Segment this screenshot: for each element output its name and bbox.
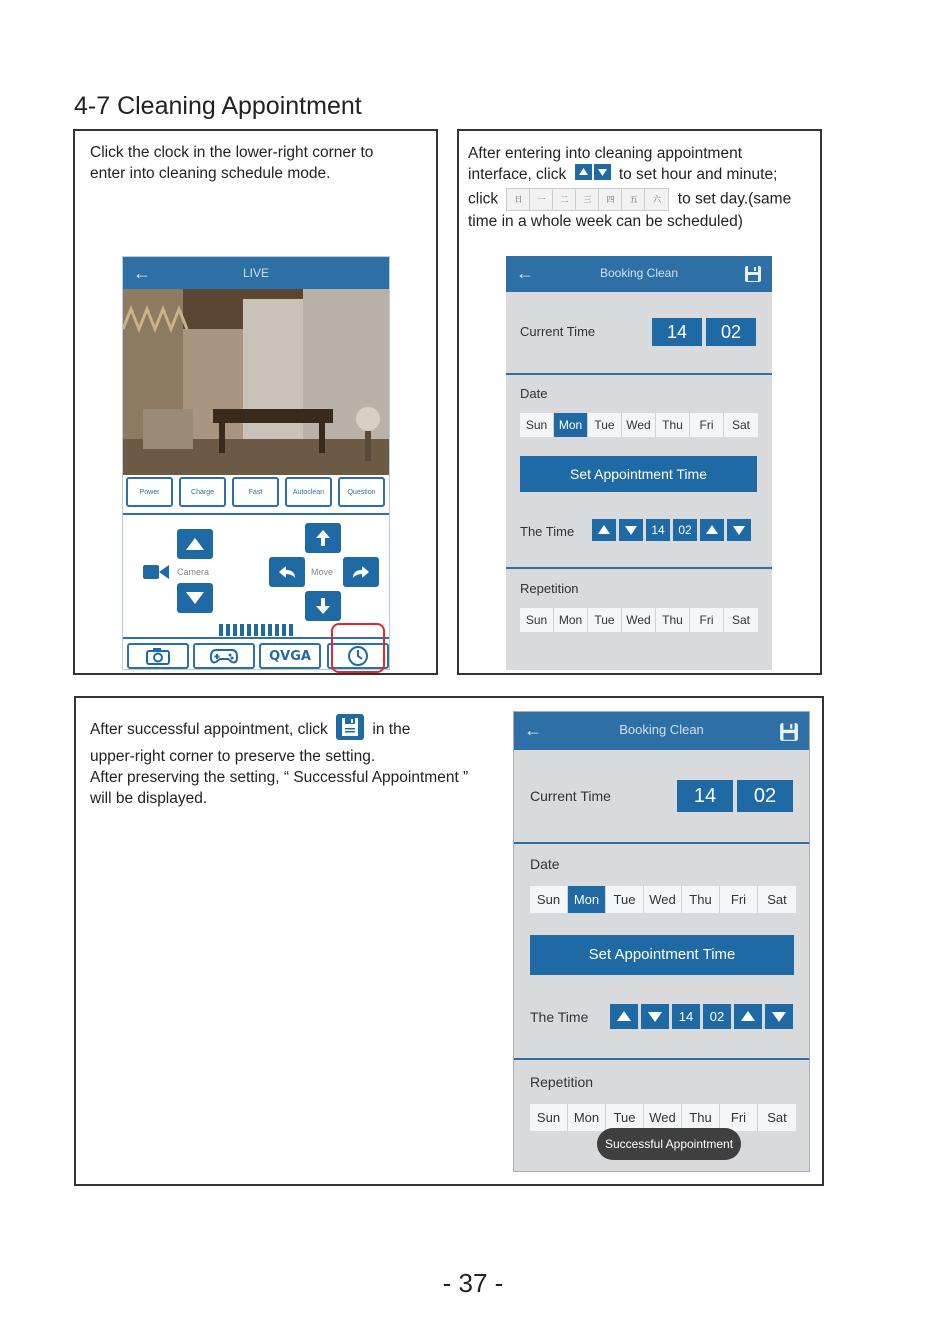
save-icon: [336, 714, 364, 746]
date-day-thu[interactable]: Thu: [682, 886, 720, 913]
date-day-fri[interactable]: Fri: [720, 886, 758, 913]
repeat-day-sat[interactable]: Sat: [758, 1104, 796, 1131]
qvga-label: QVGA: [269, 648, 311, 664]
hour-up-button[interactable]: [610, 1004, 638, 1029]
date-day-mon[interactable]: Mon: [568, 886, 606, 913]
move-right-button[interactable]: [343, 557, 379, 587]
set-minute-value: 02: [703, 1004, 731, 1029]
hour-down-button[interactable]: [619, 519, 643, 541]
camera-label: Camera: [177, 567, 210, 577]
live-screen: [122, 256, 390, 670]
page-title: 4-7 Cleaning Appointment: [74, 92, 362, 120]
back-arrow-icon[interactable]: ←: [516, 263, 534, 283]
date-day-wed[interactable]: Wed: [644, 886, 682, 913]
repeat-day-sat[interactable]: Sat: [724, 608, 758, 632]
time-picker: [592, 519, 751, 541]
camera-up-button[interactable]: [177, 529, 213, 559]
set-hour-value: 14: [646, 519, 670, 541]
repeat-day-tue[interactable]: Tue: [606, 1104, 644, 1131]
qvga-button[interactable]: [259, 643, 321, 669]
weekday-selector-icon: 日 一 二 三 四 五 六: [506, 188, 669, 211]
save-icon[interactable]: [744, 262, 762, 296]
booking-title: Booking Clean: [619, 722, 704, 737]
minute-up-button[interactable]: [700, 519, 724, 541]
current-hour: 14: [652, 318, 702, 346]
video-camera-icon: [143, 563, 169, 586]
set-appointment-time-button[interactable]: Set Appointment Time: [530, 935, 794, 975]
hour-up-button[interactable]: [592, 519, 616, 541]
repeat-day-fri[interactable]: Fri: [720, 1104, 758, 1131]
repeat-day-wed[interactable]: Wed: [622, 608, 656, 632]
set-hour-value: 14: [672, 1004, 700, 1029]
date-day-selector: [530, 886, 796, 913]
snapshot-button[interactable]: [127, 643, 189, 669]
booking-screen-large: [513, 711, 810, 1172]
current-time-label: Current Time: [520, 324, 596, 339]
date-day-selector: [520, 413, 758, 437]
date-day-thu[interactable]: Thu: [656, 413, 690, 437]
date-day-tue[interactable]: Tue: [606, 886, 644, 913]
signal-level-bars: [219, 623, 293, 641]
gamepad-icon: [210, 647, 238, 665]
date-day-mon[interactable]: Mon: [554, 413, 588, 437]
set-minute-value: 02: [673, 519, 697, 541]
mode-charge-button[interactable]: Charge: [179, 477, 226, 507]
repeat-day-thu[interactable]: Thu: [682, 1104, 720, 1131]
back-arrow-icon[interactable]: ←: [133, 263, 151, 283]
camera-icon: [146, 647, 170, 665]
date-day-wed[interactable]: Wed: [622, 413, 656, 437]
step2-text: After entering into cleaning appointment interface, click to set hour and minute; click 日 一 二 三 四 五 六 to set day.(same time in a whole week can be scheduled): [468, 145, 792, 230]
repeat-day-sun[interactable]: Sun: [530, 1104, 568, 1131]
up-down-arrows-icon: [575, 164, 611, 186]
date-day-sun[interactable]: Sun: [530, 886, 568, 913]
repetition-label: Repetition: [520, 581, 579, 596]
booking-screen-small: [506, 256, 772, 670]
booking-title: Booking Clean: [599, 266, 679, 280]
the-time-label: The Time: [530, 1009, 589, 1025]
live-title: LIVE: [242, 266, 269, 280]
date-day-sat[interactable]: Sat: [758, 886, 796, 913]
current-hour: 14: [677, 780, 733, 812]
repeat-day-wed[interactable]: Wed: [644, 1104, 682, 1131]
step1-text: Click the clock in the lower-right corner to enter into cleaning schedule mode.: [90, 144, 374, 182]
date-label: Date: [520, 386, 548, 401]
repetition-day-selector: [530, 1104, 796, 1131]
date-label: Date: [530, 856, 560, 872]
move-down-button[interactable]: [305, 591, 341, 621]
repeat-day-thu[interactable]: Thu: [656, 608, 690, 632]
repeat-day-fri[interactable]: Fri: [690, 608, 724, 632]
move-up-button[interactable]: [305, 523, 341, 553]
date-day-fri[interactable]: Fri: [690, 413, 724, 437]
the-time-label: The Time: [520, 524, 575, 539]
current-time-label: Current Time: [530, 788, 611, 804]
mode-fast-button[interactable]: Fast: [232, 477, 279, 507]
date-day-sat[interactable]: Sat: [724, 413, 758, 437]
mode-question-button[interactable]: Question: [338, 477, 385, 507]
repeat-day-tue[interactable]: Tue: [588, 608, 622, 632]
mode-buttons: [126, 477, 385, 507]
camera-feed-image: [123, 289, 389, 475]
current-minute: 02: [737, 780, 793, 812]
repeat-day-mon[interactable]: Mon: [568, 1104, 606, 1131]
minute-down-button[interactable]: [727, 519, 751, 541]
mode-autoclean-button[interactable]: Autoclean: [285, 477, 332, 507]
date-day-tue[interactable]: Tue: [588, 413, 622, 437]
live-titlebar: [123, 257, 389, 289]
repeat-day-sun[interactable]: Sun: [520, 608, 554, 632]
save-icon[interactable]: [779, 720, 799, 756]
step3-text: After successful appointment, click in the upper-right corner to preserve the setting. After preserving the setting, “ Successful Appointment ” will be displayed.: [90, 714, 510, 809]
back-arrow-icon[interactable]: ←: [524, 720, 542, 740]
gamepad-button[interactable]: [193, 643, 255, 669]
success-toast: Successful Appointment: [597, 1128, 741, 1160]
move-left-button[interactable]: [269, 557, 305, 587]
repetition-day-selector: [520, 608, 758, 632]
minute-up-button[interactable]: [734, 1004, 762, 1029]
hour-down-button[interactable]: [641, 1004, 669, 1029]
current-minute: 02: [706, 318, 756, 346]
mode-power-button[interactable]: Power: [126, 477, 173, 507]
camera-down-button[interactable]: [177, 583, 213, 613]
date-day-sun[interactable]: Sun: [520, 413, 554, 437]
time-picker: [610, 1004, 793, 1029]
set-appointment-time-button[interactable]: Set Appointment Time: [520, 456, 757, 492]
control-panel: [123, 513, 389, 639]
repeat-day-mon[interactable]: Mon: [554, 608, 588, 632]
clock-highlight-ring: [331, 623, 385, 673]
repetition-label: Repetition: [530, 1074, 594, 1090]
page-number: - 37 -: [442, 1268, 504, 1298]
minute-down-button[interactable]: [765, 1004, 793, 1029]
move-label: Move: [311, 567, 334, 577]
